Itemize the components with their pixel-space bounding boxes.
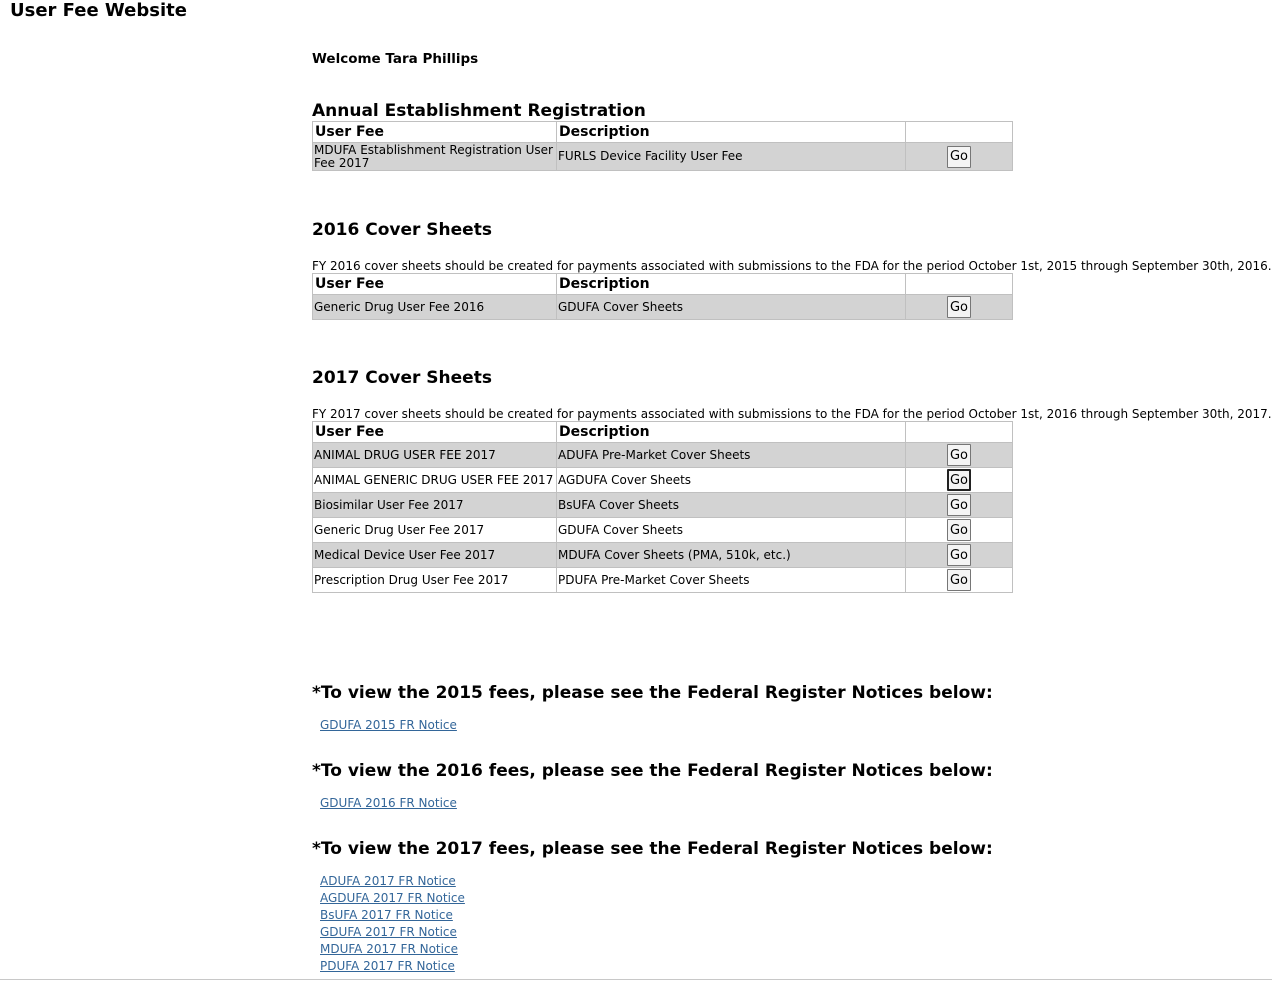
user-fee-cell: Generic Drug User Fee 2017 — [313, 518, 557, 543]
table-row — [313, 518, 1013, 543]
description-cell: FURLS Device Facility User Fee — [557, 143, 906, 171]
user-fee-cell: Biosimilar User Fee 2017 — [313, 493, 557, 518]
site-title: User Fee Website — [10, 0, 187, 21]
annual-registration-table — [312, 121, 1013, 171]
go-button[interactable]: Go — [947, 519, 971, 541]
cover-sheets-2016-note: FY 2016 cover sheets should be created for payments associated with submissions to the FDA for the period October 1st, 2015 through September 30th, 2016. — [312, 259, 1272, 273]
action-cell — [906, 568, 1013, 593]
table-row — [313, 443, 1013, 468]
table-row — [313, 543, 1013, 568]
action-cell — [906, 543, 1013, 568]
column-header-user-fee: User Fee — [313, 422, 557, 443]
action-cell — [906, 493, 1013, 518]
column-header-action — [906, 122, 1013, 143]
description-cell: GDUFA Cover Sheets — [557, 295, 906, 320]
go-button[interactable]: Go — [947, 494, 971, 516]
table-row — [313, 468, 1013, 493]
table-row — [313, 295, 1013, 320]
adufa-2017-fr-notice-link[interactable]: ADUFA 2017 FR Notice — [320, 874, 456, 888]
user-fee-cell: Prescription Drug User Fee 2017 — [313, 568, 557, 593]
user-fee-cell: Medical Device User Fee 2017 — [313, 543, 557, 568]
table-row — [313, 493, 1013, 518]
gdufa-2016-fr-notice-link[interactable]: GDUFA 2016 FR Notice — [320, 796, 457, 810]
description-cell: GDUFA Cover Sheets — [557, 518, 906, 543]
go-button[interactable]: Go — [947, 569, 971, 591]
column-header-user-fee: User Fee — [313, 122, 557, 143]
column-header-action — [906, 422, 1013, 443]
fees-2015-heading: *To view the 2015 fees, please see the Federal Register Notices below: — [312, 683, 993, 703]
description-cell: MDUFA Cover Sheets (PMA, 510k, etc.) — [557, 543, 906, 568]
fees-2016-links — [320, 795, 457, 812]
go-button[interactable]: Go — [947, 296, 971, 318]
action-cell — [906, 143, 1013, 171]
fees-2017-heading: *To view the 2017 fees, please see the Federal Register Notices below: — [312, 839, 993, 859]
gdufa-2017-fr-notice-link[interactable]: GDUFA 2017 FR Notice — [320, 925, 457, 939]
go-button[interactable]: Go — [947, 444, 971, 466]
bsufa-2017-fr-notice-link[interactable]: BsUFA 2017 FR Notice — [320, 908, 453, 922]
fees-2015-links — [320, 717, 457, 734]
gdufa-2015-fr-notice-link[interactable]: GDUFA 2015 FR Notice — [320, 718, 457, 732]
go-button[interactable]: Go — [947, 544, 971, 566]
go-button[interactable]: Go — [947, 469, 971, 491]
go-button[interactable]: Go — [947, 146, 971, 168]
cover-sheets-2017-title: 2017 Cover Sheets — [312, 368, 492, 388]
description-cell: AGDUFA Cover Sheets — [557, 468, 906, 493]
column-header-description: Description — [557, 122, 906, 143]
cover-sheets-2017-table — [312, 421, 1013, 593]
cover-sheets-2016-table — [312, 273, 1013, 320]
annual-registration-title: Annual Establishment Registration — [312, 101, 646, 121]
action-cell — [906, 518, 1013, 543]
description-cell: BsUFA Cover Sheets — [557, 493, 906, 518]
user-fee-cell: ANIMAL DRUG USER FEE 2017 — [313, 443, 557, 468]
table-row — [313, 143, 1013, 171]
cover-sheets-2016-title: 2016 Cover Sheets — [312, 220, 492, 240]
fees-2016-heading: *To view the 2016 fees, please see the Federal Register Notices below: — [312, 761, 993, 781]
column-header-action — [906, 274, 1013, 295]
cover-sheets-2017-note: FY 2017 cover sheets should be created for payments associated with submissions to the FDA for the period October 1st, 2016 through September 30th, 2017. — [312, 407, 1272, 421]
column-header-user-fee: User Fee — [313, 274, 557, 295]
action-cell — [906, 295, 1013, 320]
pdufa-2017-fr-notice-link[interactable]: PDUFA 2017 FR Notice — [320, 959, 455, 973]
user-fee-cell: MDUFA Establishment Registration User Fee 2017 — [313, 143, 557, 171]
description-cell: ADUFA Pre-Market Cover Sheets — [557, 443, 906, 468]
fees-2017-links — [320, 873, 465, 975]
page-bottom-divider — [0, 979, 1272, 980]
user-fee-cell: ANIMAL GENERIC DRUG USER FEE 2017 — [313, 468, 557, 493]
column-header-description: Description — [557, 274, 906, 295]
column-header-description: Description — [557, 422, 906, 443]
action-cell — [906, 443, 1013, 468]
user-fee-cell: Generic Drug User Fee 2016 — [313, 295, 557, 320]
description-cell: PDUFA Pre-Market Cover Sheets — [557, 568, 906, 593]
action-cell — [906, 468, 1013, 493]
agdufa-2017-fr-notice-link[interactable]: AGDUFA 2017 FR Notice — [320, 891, 465, 905]
welcome-message: Welcome Tara Phillips — [312, 51, 479, 67]
mdufa-2017-fr-notice-link[interactable]: MDUFA 2017 FR Notice — [320, 942, 458, 956]
table-row — [313, 568, 1013, 593]
